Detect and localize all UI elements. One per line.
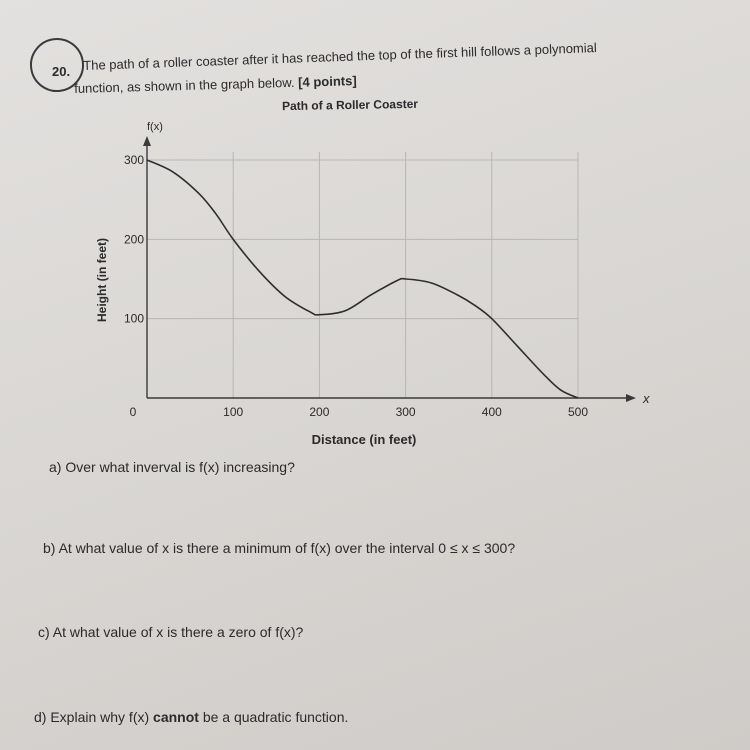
problem-statement-text: function, as shown in the graph below.: [74, 74, 295, 96]
y-axis-arrow: [143, 136, 151, 146]
question-b: b) At what value of x is there a minimum of f(x) over the interval 0 ≤ x ≤ 300?: [43, 540, 516, 556]
question-a: a) Over what inverval is f(x) increasing?: [49, 459, 295, 475]
question-d-emphasis: cannot: [153, 709, 199, 725]
x-tick-label: 500: [567, 405, 589, 419]
y-tick-label: 300: [123, 153, 144, 167]
x-axis-title: Distance (in feet): [311, 432, 417, 447]
y-tick-label: 100: [123, 311, 144, 326]
y-tick-label: 200: [123, 232, 144, 247]
question-c: c) At what value of x is there a zero of f(x)?: [38, 624, 304, 640]
question-d-text-start: d) Explain why f(x): [34, 709, 154, 725]
problem-statement-line-1: The path of a roller coaster after it has reached the top of the first hill follows a polynomial: [83, 40, 597, 73]
x-tick-label: 400: [481, 405, 502, 419]
x-tick-label: 300: [395, 405, 416, 419]
points-label: [4 points]: [297, 73, 357, 90]
y-axis-title: Height (in feet): [95, 238, 109, 322]
question-d: [34, 709, 348, 725]
x-tick-label: 0: [129, 405, 137, 419]
problem-number: 20.: [52, 64, 71, 79]
x-tick-label: 100: [223, 405, 244, 419]
x-axis-name: x: [643, 391, 650, 406]
chart-title: Path of a Roller Coaster: [281, 96, 419, 114]
x-axis-arrow: [626, 394, 636, 402]
x-tick-label: 200: [309, 405, 330, 419]
question-d-text-end: be a quadratic function.: [198, 709, 349, 725]
y-axis-name: f(x): [147, 121, 163, 133]
roller-coaster-curve: [147, 160, 578, 398]
